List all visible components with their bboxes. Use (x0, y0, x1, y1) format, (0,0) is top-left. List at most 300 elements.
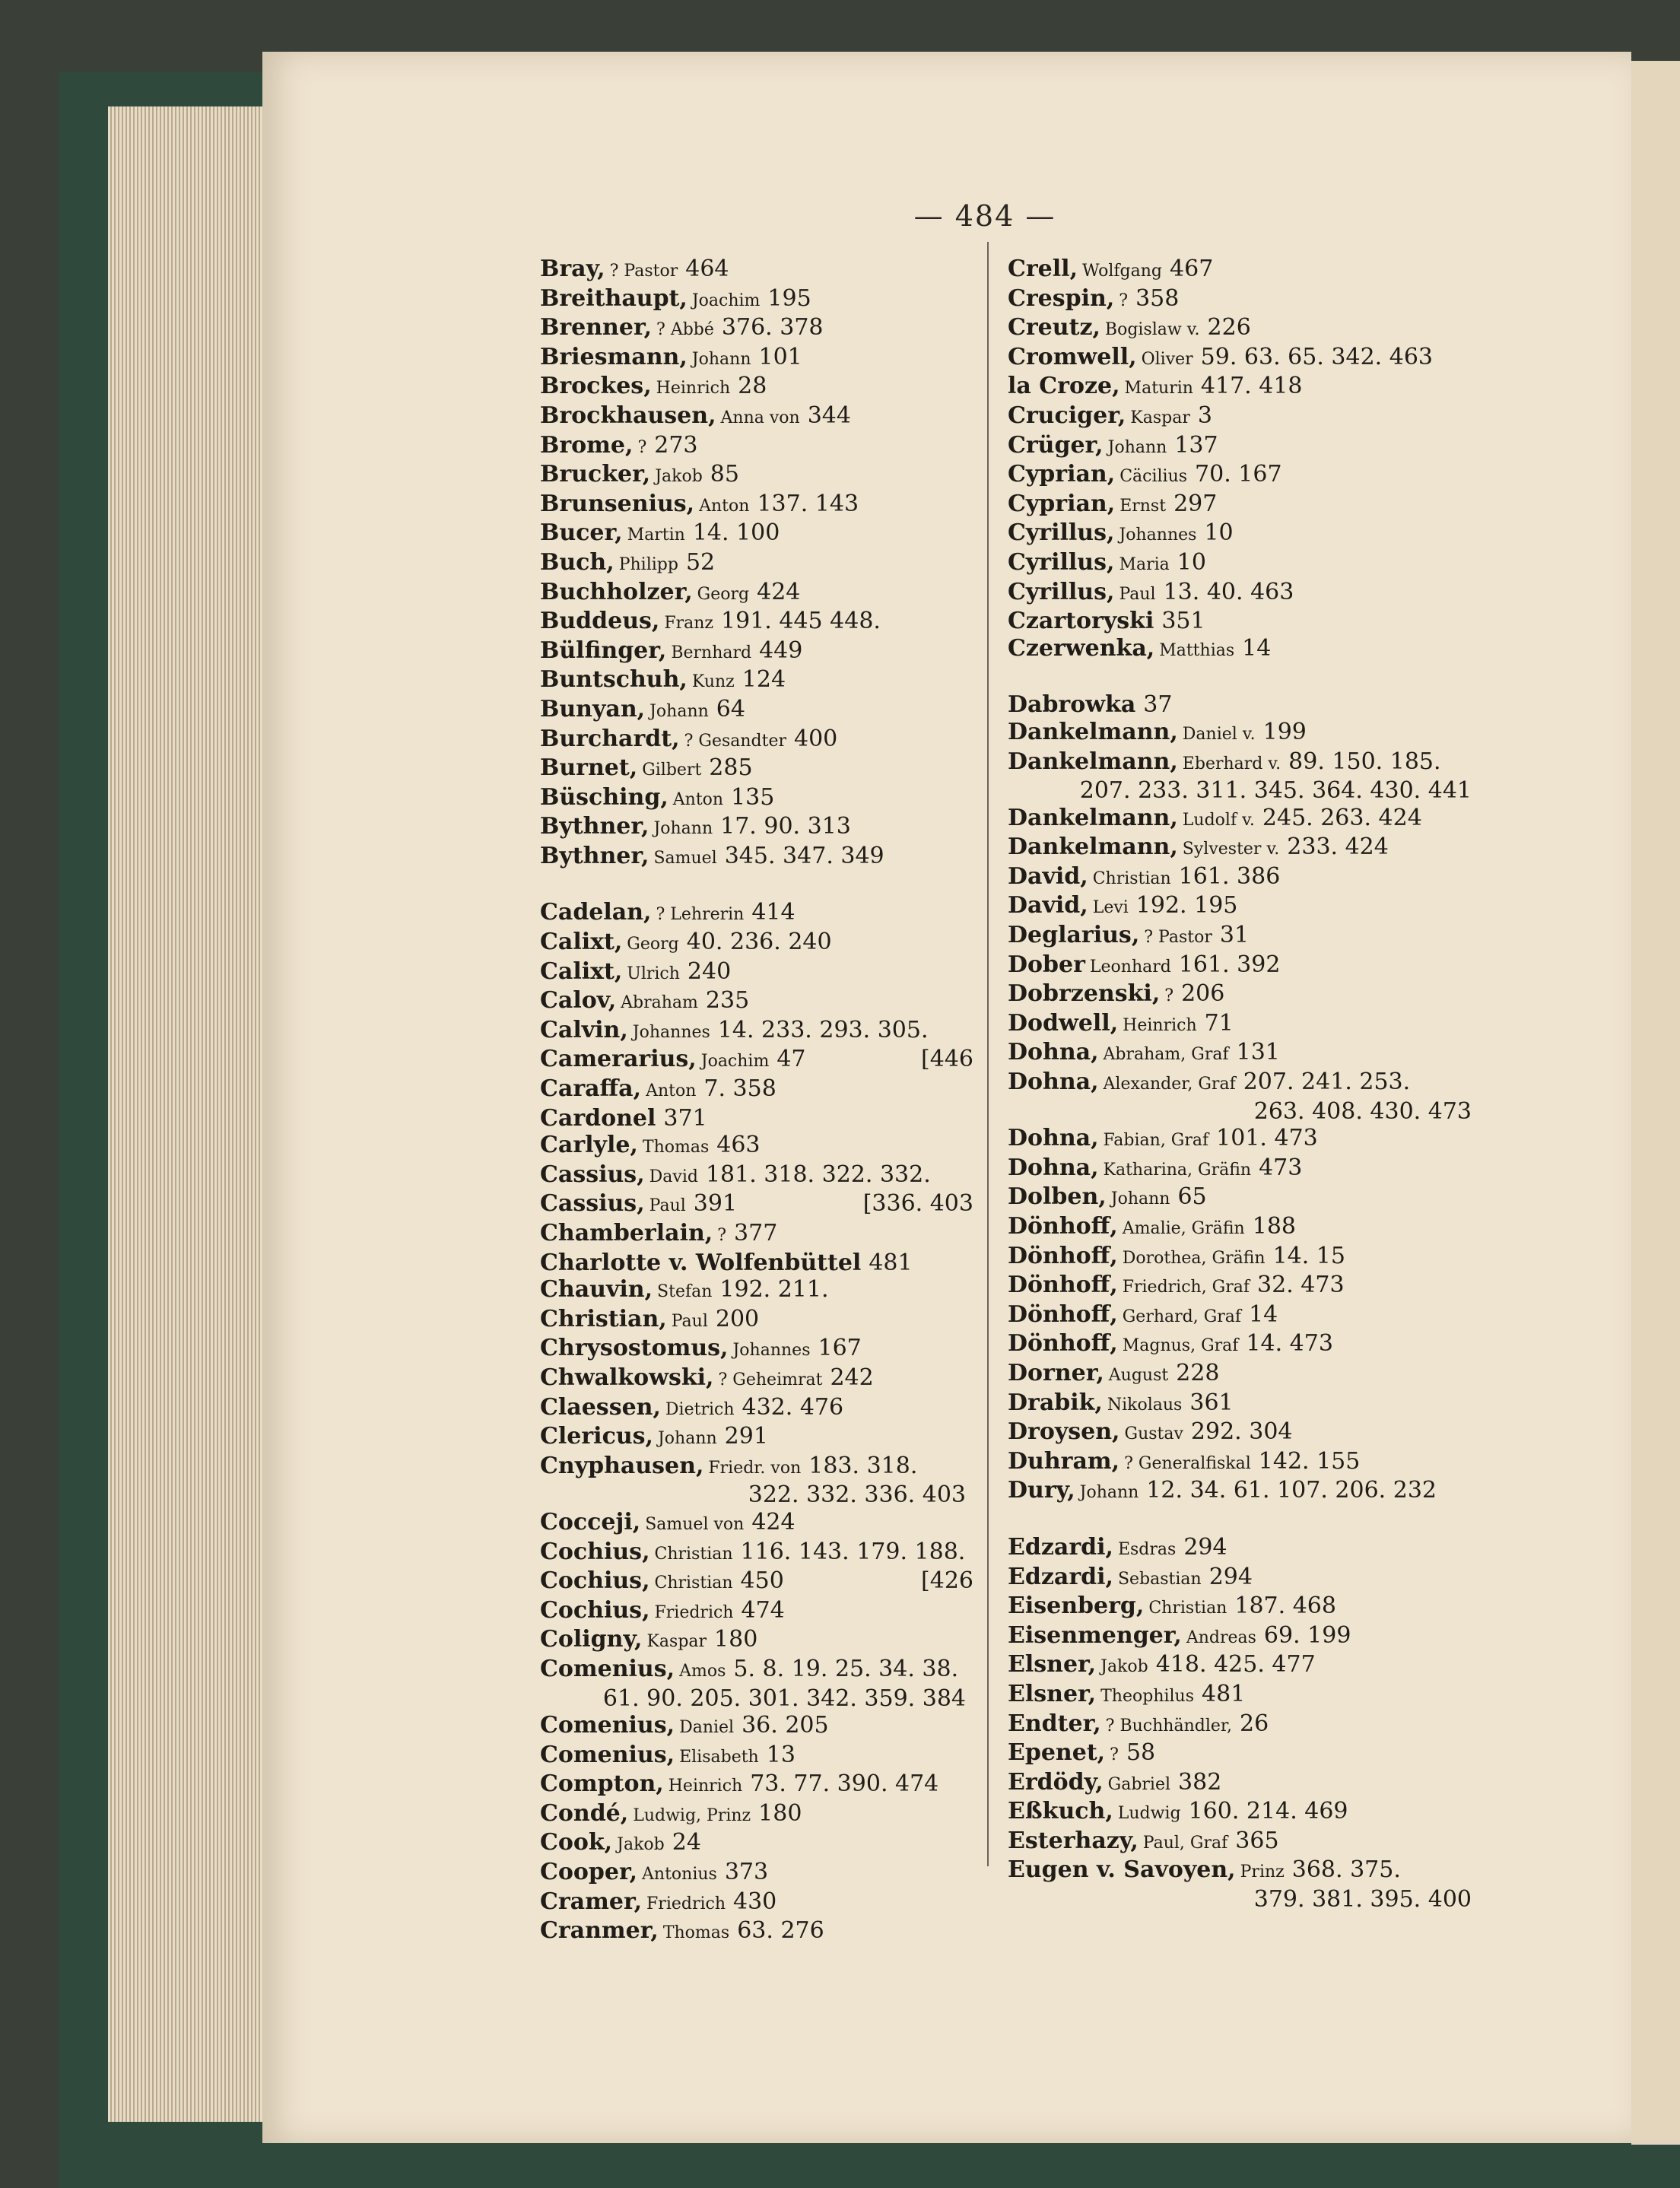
entry-given-name: Christian (1148, 1599, 1227, 1618)
entry-surname: Cranmer, (540, 1917, 659, 1945)
index-entry (1008, 549, 1479, 579)
index-entry (540, 929, 973, 958)
facing-page-edge (1631, 61, 1680, 2145)
entry-given-name: Antonius (642, 1865, 717, 1885)
entry-surname: Cyrillus, (1008, 548, 1115, 576)
entry-page-refs: 228 (1176, 1359, 1220, 1386)
entry-page-refs: 418. 425. 477 (1155, 1651, 1316, 1678)
entry-given-name: Dietrich (665, 1399, 735, 1419)
entry-surname: Dorner, (1008, 1359, 1104, 1386)
entry-page-refs: 242 (830, 1364, 874, 1391)
index-entry (1008, 748, 1479, 778)
entry-given-name: Johann (649, 701, 709, 721)
column-divider (987, 242, 989, 1866)
index-entry (1008, 1798, 1479, 1828)
index-entry (1008, 1243, 1479, 1272)
index-entry (1008, 1622, 1479, 1652)
index-entry (1008, 579, 1479, 608)
entry-page-refs: 199 (1262, 718, 1307, 745)
entry-page-refs: 294 (1183, 1533, 1227, 1561)
entry-given-name: Jakob (617, 1835, 665, 1855)
index-entry (1008, 1448, 1479, 1478)
entry-page-refs: 24 (672, 1829, 701, 1856)
entry-page-refs: 424 (751, 1508, 796, 1535)
index-entry (1008, 1360, 1479, 1389)
index-entry (1008, 691, 1479, 719)
entry-given-name: Samuel (653, 848, 717, 868)
entry-given-name: Amos (679, 1661, 726, 1681)
index-entry (540, 1046, 973, 1075)
entry-page-refs: 192. 195 (1135, 892, 1238, 919)
index-entry (1008, 635, 1479, 665)
entry-given-name: Levi (1092, 898, 1129, 918)
entry-given-name: Christian (654, 1544, 733, 1564)
entry-surname: Dohna, (1008, 1069, 1099, 1096)
entry-surname: Calvin, (540, 1016, 628, 1043)
entry-surname: Comenius, (540, 1655, 675, 1682)
index-entry (540, 1567, 973, 1597)
entry-given-name: Abraham, Graf (1103, 1045, 1229, 1065)
index-entry (540, 1017, 973, 1046)
entry-surname: Chauvin, (540, 1276, 653, 1304)
entry-given-name: ? (1164, 986, 1174, 1006)
entry-page-refs: 371 (663, 1104, 707, 1132)
entry-given-name: Friedrich (646, 1894, 726, 1913)
index-entry (1008, 1681, 1479, 1710)
index-entry (540, 813, 973, 843)
entry-surname: Buddeus, (540, 608, 660, 635)
entry-given-name: Kaspar (646, 1632, 707, 1652)
entry-overflow-refs: [336. 403 (862, 1190, 973, 1218)
index-entry (1008, 432, 1479, 462)
entry-given-name: Heinrich (668, 1777, 743, 1796)
entry-surname: Coligny, (540, 1626, 643, 1653)
index-entry (540, 373, 973, 402)
index-entry (1008, 1272, 1479, 1301)
entry-page-refs: 180 (758, 1799, 802, 1827)
letter-section-gap (1008, 664, 1479, 691)
entry-given-name: Christian (1092, 869, 1171, 888)
entry-surname: Cyprian, (1008, 461, 1116, 488)
entry-given-name: ? Abbé (656, 320, 714, 340)
entry-given-name: Johann (1110, 1189, 1170, 1209)
index-entry (540, 1250, 973, 1277)
entry-given-name: Friedrich (654, 1602, 734, 1622)
entry-surname: Cramer, (540, 1888, 643, 1915)
entry-page-refs: 430 (733, 1888, 777, 1915)
entry-surname: Cromwell, (1008, 343, 1137, 370)
entry-given-name: Paul (1119, 584, 1156, 604)
entry-given-name: Abraham (621, 993, 698, 1013)
entry-page-refs: 187. 468 (1234, 1593, 1336, 1620)
index-entry-continuation: 322. 332. 336. 403 (748, 1481, 966, 1509)
index-entry (1008, 1039, 1479, 1069)
entry-given-name: Magnus, Graf (1122, 1336, 1239, 1356)
entry-given-name: ? Pastor (609, 262, 678, 281)
index-entry (1008, 719, 1479, 748)
entry-page-refs: 391 (693, 1190, 738, 1218)
entry-surname: Chwalkowski, (540, 1364, 714, 1391)
entry-page-refs: 160. 214. 469 (1188, 1798, 1348, 1825)
index-entry (540, 285, 973, 315)
entry-surname: la Croze, (1008, 373, 1120, 400)
entry-given-name: Matthias (1159, 640, 1235, 660)
entry-given-name: Jakob (655, 467, 703, 487)
entry-page-refs: 14 (1242, 634, 1272, 662)
entry-given-name: Gabriel (1107, 1774, 1171, 1794)
index-entry (1008, 1828, 1479, 1857)
entry-page-refs: 473 (1259, 1154, 1303, 1181)
entry-surname: Droysen, (1008, 1418, 1120, 1446)
entry-surname: Crüger, (1008, 431, 1104, 459)
letter-section-gap (540, 872, 973, 899)
entry-page-refs: 131 (1236, 1039, 1280, 1066)
entry-surname: David, (1008, 892, 1088, 919)
index-entry (540, 1597, 973, 1627)
entry-surname: Eßkuch, (1008, 1798, 1113, 1825)
entry-given-name: Leonhard (1089, 957, 1171, 977)
entry-page-refs: 161. 386 (1178, 862, 1281, 890)
entry-page-refs: 285 (709, 754, 753, 782)
entry-given-name: Anton (699, 496, 750, 516)
index-entry (540, 1161, 973, 1191)
entry-given-name: Johann (653, 819, 713, 839)
index-entry (540, 1394, 973, 1424)
entry-given-name: Maturin (1124, 379, 1193, 399)
index-entry (540, 1075, 973, 1105)
entry-page-refs: 14. 15 (1272, 1242, 1345, 1269)
entry-given-name: Johannes (632, 1022, 710, 1042)
entry-surname: David, (1008, 862, 1088, 890)
entry-surname: Bucer, (540, 519, 623, 547)
entry-surname: Dodwell, (1008, 1009, 1119, 1037)
index-entry (540, 491, 973, 520)
entry-given-name: Ulrich (627, 964, 680, 983)
entry-page-refs: 36. 205 (742, 1712, 829, 1739)
entry-page-refs: 14. 233. 293. 305. (717, 1016, 929, 1043)
index-entry (1008, 314, 1479, 344)
entry-page-refs: 481 (869, 1249, 913, 1276)
index-entry (1008, 1477, 1479, 1507)
entry-given-name: Johann (1079, 1483, 1139, 1503)
entry-surname: Epenet, (1008, 1739, 1106, 1767)
index-entry (1008, 1593, 1479, 1622)
entry-page-refs: 58 (1126, 1739, 1156, 1767)
entry-page-refs: 191. 445 448. (721, 608, 881, 635)
entry-surname: Cassius, (540, 1161, 645, 1188)
entry-page-refs: 273 (654, 431, 698, 459)
index-entry (1008, 834, 1479, 863)
index-entry (540, 256, 973, 285)
entry-surname: Cyrillus, (1008, 578, 1115, 605)
entry-page-refs: 481 (1202, 1680, 1246, 1707)
index-entry (540, 1220, 973, 1250)
entry-given-name: Joachim (700, 1052, 770, 1072)
entry-given-name: Gustav (1124, 1424, 1183, 1444)
entry-page-refs: 417. 418 (1200, 373, 1303, 400)
index-entry (1008, 519, 1479, 549)
entry-surname: Cochius, (540, 1538, 650, 1565)
index-entry (1008, 256, 1479, 285)
entry-page-refs: 368. 375. (1291, 1856, 1401, 1884)
index-entry (1008, 1154, 1479, 1184)
index-entry (1008, 1856, 1479, 1886)
entry-surname: Crespin, (1008, 284, 1115, 312)
entry-given-name: Samuel von (645, 1514, 745, 1534)
entry-surname: Dohna, (1008, 1039, 1099, 1066)
entry-given-name: ? Generalfiskal (1124, 1453, 1251, 1473)
entry-page-refs: 3 (1197, 402, 1212, 429)
index-entry (540, 1800, 973, 1830)
entry-surname: Buch, (540, 548, 615, 576)
entry-given-name: Theophilus (1100, 1686, 1195, 1706)
entry-page-refs: 414 (751, 899, 796, 926)
entry-given-name: Johannes (732, 1341, 811, 1361)
entry-given-name: Christian (654, 1574, 733, 1593)
letter-section-gap (1008, 1507, 1479, 1534)
index-entry (1008, 1564, 1479, 1593)
index-entry (540, 314, 973, 344)
index-entry (1008, 1710, 1479, 1740)
entry-surname: Burchardt, (540, 725, 680, 752)
entry-given-name: Paul (671, 1311, 708, 1331)
entry-surname: Dönhoff, (1008, 1213, 1118, 1240)
entry-page-refs: 180 (714, 1626, 758, 1653)
entry-surname: Eisenberg, (1008, 1593, 1145, 1620)
entry-surname: Caraffa, (540, 1075, 642, 1103)
index-entry (1008, 980, 1479, 1010)
index-entry (540, 1539, 973, 1568)
index-entry (1008, 402, 1479, 432)
entry-page-refs: 47 (776, 1046, 806, 1073)
index-entry (540, 696, 973, 726)
entry-page-refs: 464 (685, 256, 729, 282)
entry-surname: Bythner, (540, 842, 649, 869)
entry-given-name: Anna von (720, 408, 800, 427)
entry-given-name: Sebastian (1117, 1569, 1202, 1589)
entry-page-refs: 116. 143. 179. 188. (740, 1538, 966, 1565)
entry-surname: Bülfinger, (540, 637, 667, 664)
index-entry (540, 987, 973, 1017)
entry-surname: Drabik, (1008, 1389, 1103, 1416)
entry-page-refs: 89. 150. 185. (1288, 748, 1441, 775)
index-entry (1008, 373, 1479, 402)
entry-surname: Esterhazy, (1008, 1827, 1139, 1854)
entry-given-name: ? (1119, 291, 1129, 310)
entry-page-refs: 382 (1178, 1768, 1222, 1796)
entry-surname: Claessen, (540, 1393, 661, 1421)
entry-overflow-refs: [426 (921, 1567, 973, 1595)
entry-page-refs: 294 (1208, 1563, 1253, 1590)
entry-page-refs: 63. 276 (737, 1917, 824, 1945)
entry-surname: Calov, (540, 987, 617, 1015)
index-entry (540, 666, 973, 696)
entry-surname: Brockes, (540, 373, 652, 400)
entry-surname: Czartoryski (1008, 608, 1154, 635)
index-entry (1008, 1534, 1479, 1564)
entry-surname: Crell, (1008, 256, 1078, 282)
entry-surname: Brunsenius, (540, 490, 695, 517)
entry-given-name: August (1108, 1365, 1169, 1385)
entry-surname: Carlyle, (540, 1132, 638, 1159)
entry-page-refs: 12. 34. 61. 107. 206. 232 (1146, 1477, 1437, 1504)
index-entry (1008, 892, 1479, 922)
entry-page-refs: 226 (1207, 314, 1251, 341)
entry-surname: Cruciger, (1008, 402, 1126, 429)
entry-page-refs: 10 (1204, 519, 1234, 547)
index-entry (540, 1712, 973, 1742)
entry-page-refs: 7. 358 (703, 1075, 776, 1103)
entry-page-refs: 14. 100 (692, 519, 780, 547)
entry-surname: Cassius, (540, 1190, 645, 1218)
entry-given-name: Philipp (618, 554, 678, 574)
index-entry (1008, 1125, 1479, 1154)
entry-page-refs: 424 (757, 578, 801, 605)
entry-overflow-refs: [446 (921, 1046, 973, 1073)
entry-page-refs: 135 (731, 783, 775, 811)
entry-surname: Duhram, (1008, 1447, 1120, 1475)
entry-page-refs: 69. 199 (1263, 1621, 1351, 1649)
entry-given-name: Jakob (1100, 1657, 1148, 1677)
index-entry (540, 519, 973, 549)
entry-surname: Compton, (540, 1770, 664, 1798)
entry-page-refs: 376. 378 (721, 314, 824, 341)
entry-surname: Dönhoff, (1008, 1330, 1118, 1358)
entry-surname: Eisenmenger, (1008, 1621, 1182, 1649)
entry-page-refs: 40. 236. 240 (686, 929, 832, 956)
entry-page-refs: 70. 167 (1195, 461, 1282, 488)
index-entry (540, 1888, 973, 1918)
entry-page-refs: 14. 473 (1246, 1330, 1333, 1358)
entry-page-refs: 373 (724, 1859, 769, 1886)
entry-page-refs: 206 (1181, 980, 1225, 1008)
entry-given-name: ? Buchhändler, (1105, 1716, 1232, 1735)
entry-page-refs: 467 (1170, 256, 1214, 282)
entry-given-name: Gerhard, Graf (1122, 1307, 1242, 1326)
index-entry (540, 1656, 973, 1685)
entry-given-name: Cäcilius (1119, 467, 1188, 487)
entry-page-refs: 64 (716, 695, 745, 722)
entry-given-name: Eberhard v. (1182, 754, 1281, 773)
entry-given-name: Franz (664, 614, 714, 634)
entry-given-name: Friedr. von (708, 1458, 802, 1478)
entry-surname: Chamberlain, (540, 1220, 713, 1246)
entry-surname: Brome, (540, 431, 634, 459)
entry-page-refs: 365 (1235, 1827, 1279, 1854)
index-entry (1008, 461, 1479, 491)
index-entry (540, 402, 973, 432)
entry-given-name: Friedrich, Graf (1122, 1278, 1250, 1297)
entry-page-refs: 351 (1161, 608, 1205, 635)
entry-page-refs: 85 (710, 461, 739, 488)
index-column-left (540, 256, 973, 1947)
entry-surname: Charlotte v. Wolfenbüttel (540, 1249, 862, 1276)
entry-page-refs: 377 (734, 1220, 778, 1246)
page-number: — 484 — (913, 199, 1056, 233)
entry-given-name: Joachim (691, 291, 761, 310)
index-entry (1008, 1183, 1479, 1213)
entry-surname: Brenner, (540, 314, 653, 341)
entry-surname: Cadelan, (540, 899, 652, 926)
entry-page-refs: 192. 211. (719, 1276, 829, 1304)
entry-surname: Eugen v. Savoyen, (1008, 1856, 1236, 1884)
entry-page-refs: 240 (687, 957, 732, 985)
entry-surname: Edzardi, (1008, 1563, 1113, 1590)
index-entry (540, 637, 973, 667)
entry-given-name: Ludwig, Prinz (633, 1805, 751, 1825)
entry-given-name: David (649, 1167, 698, 1186)
entry-surname: Edzardi, (1008, 1533, 1113, 1561)
entry-given-name: Johann (691, 349, 751, 369)
index-entry-continuation: 379. 381. 395. 400 (1253, 1886, 1472, 1913)
index-entry (1008, 922, 1479, 951)
entry-page-refs: 17. 90. 313 (720, 813, 851, 840)
entry-page-refs: 124 (742, 666, 786, 694)
entry-given-name: Fabian, Graf (1103, 1131, 1209, 1151)
index-entry (1008, 1213, 1479, 1243)
index-entry (1008, 491, 1479, 520)
entry-page-refs: 235 (705, 987, 750, 1015)
entry-page-refs: 181. 318. 322. 332. (705, 1161, 931, 1188)
entry-surname: Calixt, (540, 957, 623, 985)
index-entry (1008, 1739, 1479, 1769)
index-entry (540, 608, 973, 637)
entry-page-refs: 37 (1143, 691, 1173, 719)
entry-given-name: ? Geheimrat (718, 1370, 823, 1389)
entry-given-name: Heinrich (656, 379, 731, 399)
index-entry (540, 1190, 973, 1220)
entry-surname: Chrysostomus, (540, 1335, 729, 1362)
entry-page-refs: 474 (741, 1596, 785, 1624)
index-entry (1008, 951, 1479, 981)
entry-given-name: Ludwig (1117, 1804, 1181, 1824)
index-entry (1008, 1769, 1479, 1799)
entry-given-name: Daniel (679, 1718, 735, 1738)
entry-surname: Cyprian, (1008, 490, 1116, 517)
entry-page-refs: 101. 473 (1216, 1125, 1318, 1152)
entry-page-refs: 207. 241. 253. (1243, 1069, 1411, 1096)
entry-surname: Comenius, (540, 1741, 675, 1768)
entry-page-refs: 31 (1219, 922, 1250, 949)
entry-given-name: Johann (1107, 437, 1167, 457)
entry-surname: Bray, (540, 256, 605, 282)
entry-surname: Calixt, (540, 929, 623, 956)
index-entry (540, 1742, 973, 1771)
entry-page-refs: 291 (724, 1423, 768, 1450)
entry-surname: Burnet, (540, 754, 638, 782)
entry-surname: Dönhoff, (1008, 1242, 1118, 1269)
entry-given-name: Heinrich (1123, 1015, 1197, 1035)
index-entry (1008, 344, 1479, 373)
entry-page-refs: 449 (759, 637, 803, 664)
index-entry (540, 1132, 973, 1161)
entry-given-name: ? Lehrerin (656, 905, 745, 925)
entry-page-refs: 14 (1249, 1300, 1278, 1328)
entry-surname: Elsner, (1008, 1680, 1097, 1707)
entry-surname: Dohna, (1008, 1154, 1099, 1181)
entry-given-name: Nikolaus (1107, 1395, 1183, 1415)
entry-page-refs: 450 (740, 1567, 784, 1595)
index-entry (540, 1105, 973, 1132)
index-entry (1008, 805, 1479, 834)
entry-surname: Christian, (540, 1305, 667, 1332)
entry-page-refs: 73. 77. 390. 474 (750, 1770, 939, 1798)
entry-surname: Büsching, (540, 783, 669, 811)
entry-given-name: Prinz (1240, 1862, 1285, 1882)
entry-given-name: Kaspar (1130, 408, 1190, 427)
entry-surname: Buchholzer, (540, 578, 693, 605)
index-entry (1008, 1301, 1479, 1331)
